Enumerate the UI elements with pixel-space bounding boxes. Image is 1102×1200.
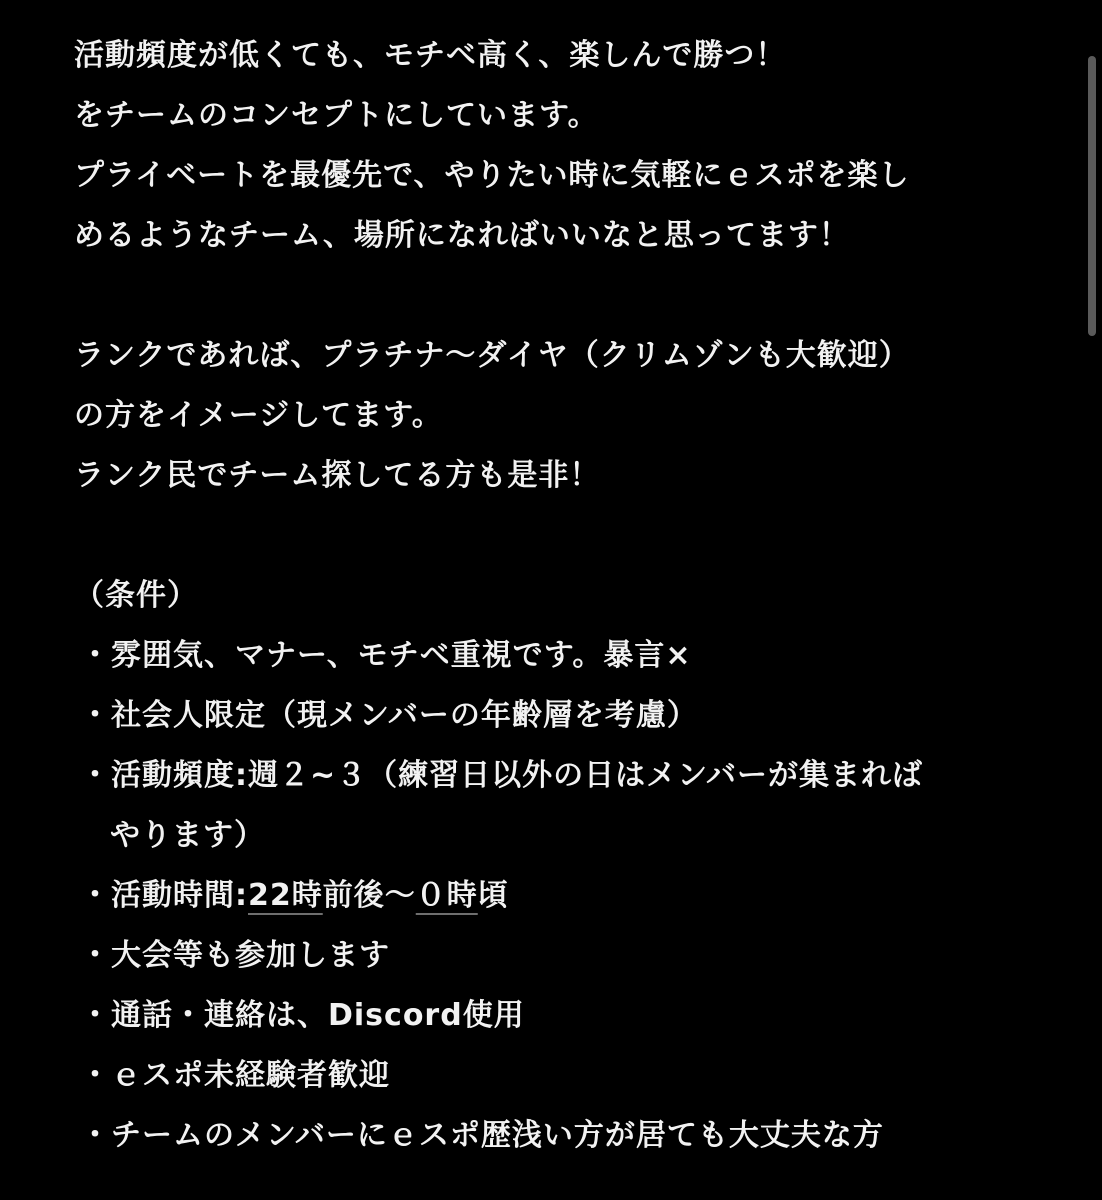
intro-line-3: プライベートを最優先で、やりたい時に気軽にｅスポを楽し [74, 158, 910, 193]
rank-line-2: の方をイメージしてます。 [74, 398, 443, 433]
condition-frequency-continued: やります） [110, 818, 265, 853]
conditions-heading: （条件） [74, 578, 198, 613]
intro-line-1: 活動頻度が低くても、モチベ高く、楽しんで勝つ！ [74, 38, 787, 73]
time-start-link[interactable]: 22時 [248, 878, 323, 913]
condition-team-ok: ・チームのメンバーにｅスポ歴浅い方が居ても大丈夫な方 [80, 1118, 884, 1153]
activity-time-middle: 前後〜 [322, 878, 416, 913]
intro-line-2: をチームのコンセプトにしています。 [74, 98, 599, 133]
condition-communication: ・通話・連絡は、Discord使用 [80, 998, 525, 1033]
condition-working-adults: ・社会人限定（現メンバーの年齢層を考慮） [80, 698, 698, 733]
activity-time-label: ・活動時間: [80, 878, 248, 913]
time-end-link[interactable]: ０時 [415, 878, 478, 913]
rank-line-3: ランク民でチーム探してる方も是非！ [74, 458, 601, 493]
condition-atmosphere: ・雰囲気、マナー、モチベ重視です。暴言× [80, 638, 692, 673]
scrollbar-thumb[interactable] [1088, 56, 1096, 336]
vertical-scrollbar[interactable] [1088, 56, 1096, 336]
rank-line-1: ランクであれば、プラチナ〜ダイヤ（クリムゾンも大歓迎） [74, 338, 910, 373]
condition-tournaments: ・大会等も参加します [80, 938, 390, 973]
condition-beginners: ・ｅスポ未経験者歓迎 [80, 1058, 390, 1093]
intro-line-4: めるようなチーム、場所になればいいなと思ってます！ [74, 218, 850, 253]
activity-time-suffix: 頃 [477, 878, 509, 913]
condition-frequency: ・活動頻度:週２~３（練習日以外の日はメンバーが集まれば [80, 758, 924, 793]
condition-activity-time [80, 876, 509, 916]
